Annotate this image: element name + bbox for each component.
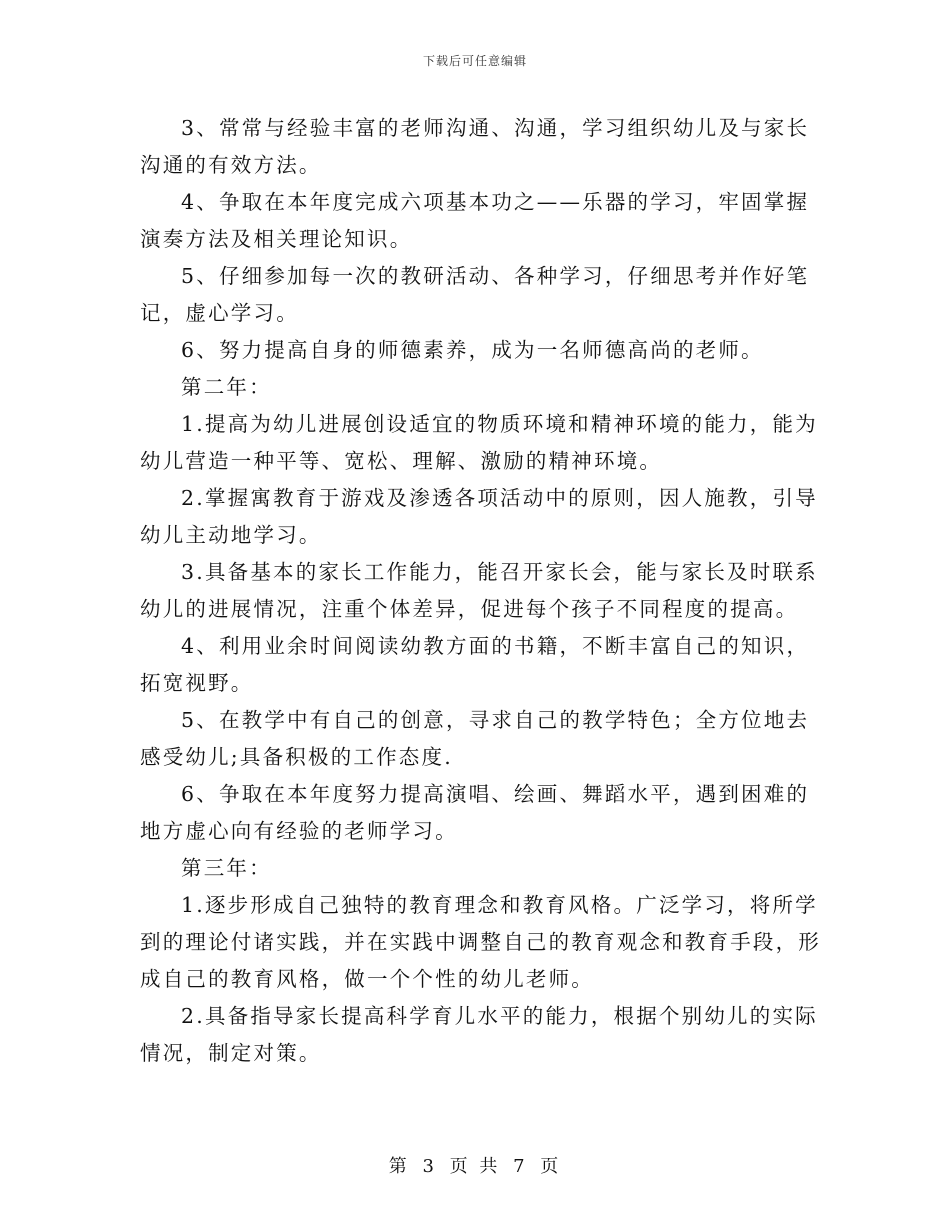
page-header: 下载后可任意编辑	[422, 54, 527, 68]
paragraph: 5、在教学中有自己的创意，寻求自己的教学特色；全方位地去感受幼儿;具备积极的工作态度.	[140, 708, 810, 769]
paragraph: 4、争取在本年度完成六项基本功之——乐器的学习，牢固掌握演奏方法及相关理论知识。	[140, 190, 810, 251]
section-heading: 第二年：	[181, 375, 272, 399]
current-page-number: 3	[422, 1156, 437, 1177]
paragraph: 2.掌握寓教育于游戏及渗透各项活动中的原则，因人施教，引导幼儿主动地学习。	[140, 486, 818, 547]
paragraph: 1.逐步形成自己独特的教育理念和教育风格。广泛学习，将所学到的理论付诸实践，并在实践中调整自己的教育观念和教育手段，形成自己的教育风格，做一个个性的幼儿老师。	[140, 893, 821, 991]
paragraph: 3.具备基本的家长工作能力，能召开家长会，能与家长及时联系幼儿的进展情况，注重个体差异，促进每个孩子不同程度的提高。	[140, 560, 818, 621]
page-label-after: 页	[540, 1156, 562, 1177]
paragraph: 2.具备指导家长提高科学育儿水平的能力，根据个别幼儿的实际情况，制定对策。	[140, 1004, 818, 1065]
paragraph: 6、争取在本年度努力提高演唱、绘画、舞蹈水平，遇到困难的地方虚心向有经验的老师学习。	[140, 782, 810, 843]
paragraph: 1.提高为幼儿进展创设适宜的物质环境和精神环境的能力，能为幼儿营造一种平等、宽松、理解、激励的精神环境。	[140, 412, 818, 473]
page-footer	[0, 1152, 950, 1178]
section-heading: 第三年：	[181, 856, 272, 880]
paragraph: 3、常常与经验丰富的老师沟通、沟通，学习组织幼儿及与家长沟通的有效方法。	[140, 116, 810, 177]
paragraph: 4、利用业余时间阅读幼教方面的书籍，不断丰富自己的知识，拓宽视野。	[140, 634, 810, 695]
page-label-middle: 页 共	[449, 1156, 501, 1177]
paragraph: 5、仔细参加每一次的教研活动、各种学习，仔细思考并作好笔记，虚心学习。	[140, 264, 810, 325]
total-pages-number: 7	[513, 1156, 528, 1177]
document-body	[140, 110, 830, 1072]
paragraph: 6、努力提高自身的师德素养，成为一名师德高尚的老师。	[181, 338, 764, 362]
page-label-before: 第	[388, 1156, 410, 1177]
